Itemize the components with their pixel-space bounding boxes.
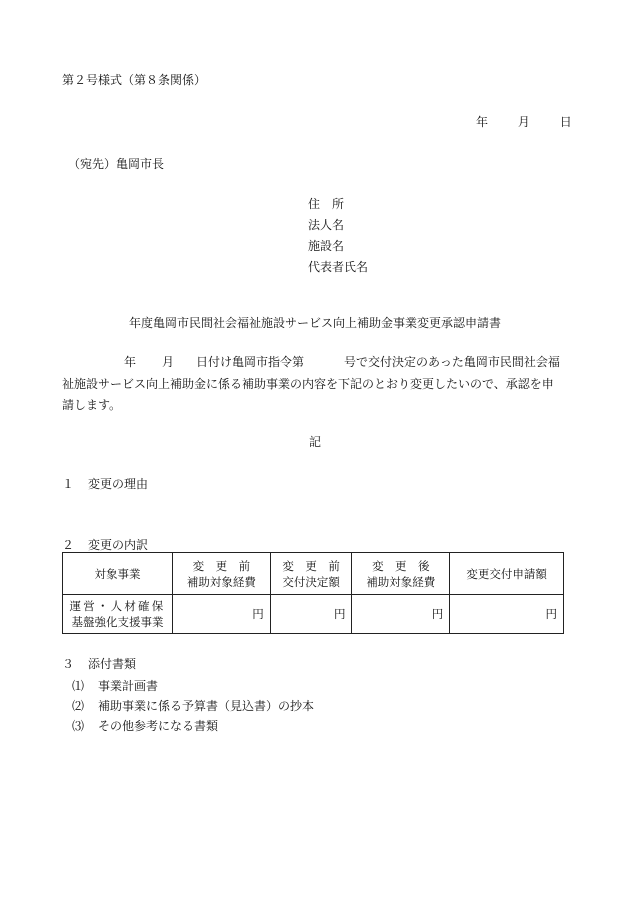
body-line1-rest: 号で交付決定のあった亀岡市民間社会福 bbox=[344, 355, 560, 369]
attachment-label: 事業計画書 bbox=[98, 679, 159, 693]
attachment-label: 補助事業に係る予算書（見込書）の抄本 bbox=[98, 699, 315, 713]
cell-before-expense[interactable]: 円 bbox=[173, 595, 271, 634]
attachment-number: ⑵ bbox=[72, 699, 85, 713]
attachment-number: ⑶ bbox=[72, 719, 85, 733]
applicant-facility-label: 施設名 bbox=[308, 239, 345, 253]
date-month-label: 月 bbox=[517, 115, 530, 129]
section-attachments-label: 添付書類 bbox=[88, 657, 137, 671]
form-number: 第２号様式（第８条関係） bbox=[62, 73, 207, 87]
header-change-request: 変更交付申請額 bbox=[450, 553, 564, 595]
applicant-address-label: 住 所 bbox=[308, 197, 345, 211]
body-line-2: 祉施設サービス向上補助金に係る補助事業の内容を下記のとおり変更したいので、承認を申 bbox=[62, 376, 554, 391]
section-breakdown-number: ２ bbox=[62, 538, 75, 552]
table-row bbox=[63, 595, 564, 634]
body-line-1 bbox=[62, 352, 582, 374]
cell-before-decision[interactable]: 円 bbox=[270, 595, 352, 634]
section-reason bbox=[62, 476, 148, 492]
section-breakdown-label: 変更の内訳 bbox=[88, 538, 149, 552]
attachment-item bbox=[72, 698, 314, 714]
header-after-expense: 変 更 後 補助対象経費 bbox=[352, 553, 450, 595]
date-year-label: 年 bbox=[476, 115, 489, 129]
body-year: 年 bbox=[124, 355, 137, 369]
table-header-row bbox=[63, 553, 564, 595]
date-line bbox=[476, 114, 572, 130]
attachment-number: ⑴ bbox=[72, 679, 85, 693]
body-month: 月 bbox=[162, 355, 175, 369]
body-paragraph bbox=[62, 352, 582, 417]
applicant-block bbox=[308, 196, 368, 280]
document-title: 年度亀岡市民間社会福祉施設サービス向上補助金事業変更承認申請書 bbox=[128, 316, 501, 330]
section-breakdown bbox=[62, 537, 148, 553]
header-before-decision: 変 更 前 交付決定額 bbox=[270, 553, 352, 595]
cell-change-request[interactable]: 円 bbox=[450, 595, 564, 634]
body-line-3: 請します。 bbox=[62, 398, 122, 412]
section-reason-number: １ bbox=[62, 477, 75, 491]
header-project: 対象事業 bbox=[63, 553, 173, 595]
section-attachments-number: ３ bbox=[62, 657, 75, 671]
breakdown-table bbox=[62, 552, 564, 634]
section-reason-label: 変更の理由 bbox=[88, 477, 149, 491]
attachment-item bbox=[72, 718, 218, 734]
attachment-label: その他参考になる書類 bbox=[98, 719, 219, 733]
applicant-corporation-label: 法人名 bbox=[308, 218, 345, 232]
addressee: （宛先）亀岡市長 bbox=[68, 157, 165, 171]
body-day-ref: 日付け亀岡市指令第 bbox=[196, 355, 305, 369]
cell-after-expense[interactable]: 円 bbox=[352, 595, 450, 634]
applicant-representative-label: 代表者氏名 bbox=[308, 260, 369, 274]
row-project: 運営・人材確保 基盤強化支援事業 bbox=[63, 595, 173, 634]
header-before-expense: 変 更 前 補助対象経費 bbox=[173, 553, 271, 595]
attachment-item bbox=[72, 678, 158, 694]
date-day-label: 日 bbox=[559, 115, 572, 129]
section-attachments bbox=[62, 656, 136, 672]
ki-heading: 記 bbox=[308, 435, 321, 449]
